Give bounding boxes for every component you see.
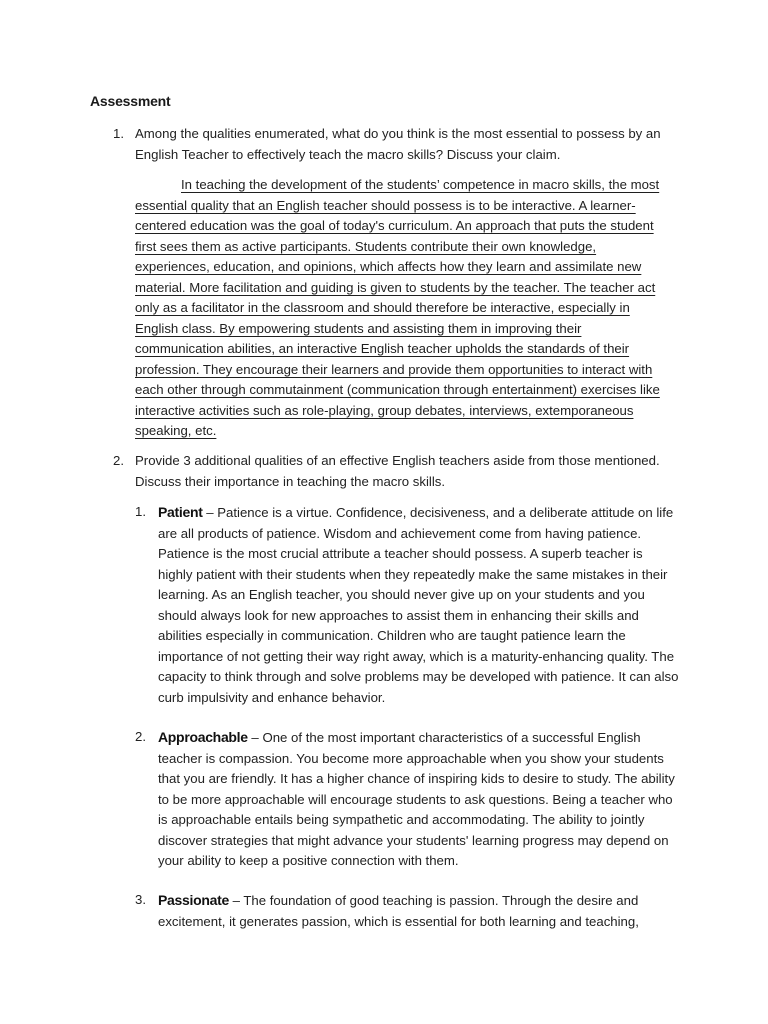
- quality-text: One of the most important characteristics of a successful English teacher is compassion. You become more approachable when you show your students that you are friendly. It has a higher chance of inspiring kids to desire to study. The ability to be more approachable will encourage students to ask questions. Being a teacher who is approachable entails being sympathetic and accommodating. The ability to jointly discover strategies that might advance your students' learning progress may depend on your ability to keep a positive connection with them.: [158, 730, 675, 868]
- quality-body: [158, 727, 680, 872]
- question-number: 1.: [113, 126, 124, 141]
- question-text: Provide 3 additional qualities of an effective English teachers aside from those mentioned. Discuss their importance in teaching the macro skills.: [135, 453, 660, 489]
- quality-body: [158, 502, 680, 708]
- quality-number: 1.: [135, 504, 146, 519]
- quality-number: 2.: [135, 729, 146, 744]
- assessment-heading: Assessment: [90, 93, 171, 109]
- quality-dash: –: [202, 505, 218, 520]
- quality-term: Patient: [158, 504, 203, 520]
- question-text: Among the qualities enumerated, what do you think is the most essential to possess by an English Teacher to effectively teach the macro skills? Discuss your claim.: [135, 126, 661, 162]
- quality-dash: –: [247, 730, 263, 745]
- quality-term: Approachable: [158, 729, 248, 745]
- question-number: 2.: [113, 453, 124, 468]
- quality-dash: –: [228, 893, 244, 908]
- quality-text: Patience is a virtue. Confidence, decisiveness, and a deliberate attitude on life are all products of patience. Wisdom and achievement come from having patience. Patience is the most crucial attribute a teacher should possess. A superb teacher is highly patient with their students when they repeatedly make the same mistakes in their learning. As an English teacher, you should never give up on your students and you should always look for new approaches to assist them in enhancing their skills and abilities especially in communication. Children who are taught patience learn the importance of not getting their way right away, which is a maturity-enhancing quality. The capacity to think through and solve problems may be developed with patience. It can also curb impulsivity and enhance behavior.: [158, 505, 679, 705]
- quality-term: Passionate: [158, 892, 229, 908]
- quality-text: The foundation of good teaching is passion. Through the desire and excitement, it generates passion, which is essential for both learning and teaching,: [158, 893, 639, 929]
- quality-number: 3.: [135, 892, 146, 907]
- answer-paragraph: In teaching the development of the students’ competence in macro skills, the most essential quality that an English teacher should possess is to be interactive. A learner-centered education was the goal of today's curriculum. An approach that puts the student first sees them as active participants. Students contribute their own knowledge, experiences, education, and opinions, which affects how they learn and assimilate new material. More facilitation and guiding is given to students by the teacher. The teacher act only as a facilitator in the classroom and should therefore be interactive, especially in English class. By empowering students and assisting them in improving their communication abilities, an interactive English teacher upholds the standards of their profession. They encourage their learners and provide them opportunities to interact with each other through commutainment (communication through entertainment) exercises like interactive activities such as role-playing, group debates, interviews, extemporaneous speaking, etc.: [135, 177, 660, 438]
- quality-body: [158, 890, 680, 932]
